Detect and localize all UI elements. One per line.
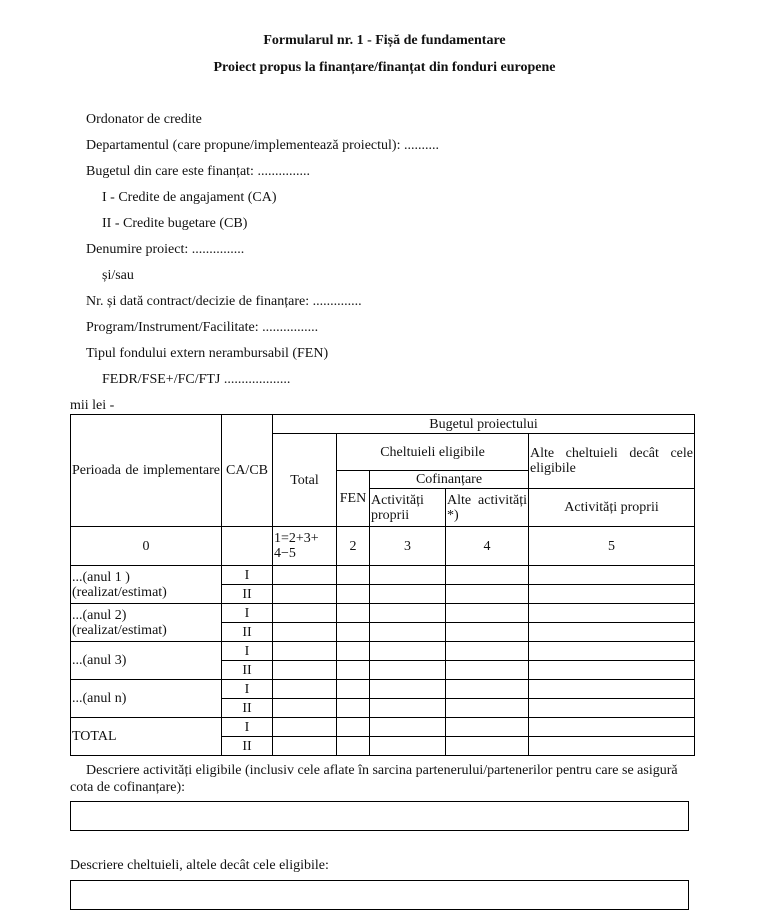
- field-si-sau: și/sau: [102, 268, 134, 283]
- table-cell: [446, 699, 529, 718]
- table-cell: [446, 604, 529, 623]
- header-bugetul-proiectului: Bugetul proiectului: [273, 415, 695, 434]
- table-cell: [446, 623, 529, 642]
- row-label-anul-3: ...(anul 3): [71, 642, 222, 680]
- field-denumire-proiect: Denumire proiect: ...............: [86, 242, 245, 257]
- table-cell: [446, 642, 529, 661]
- form-title: Formularul nr. 1 - Fișă de fundamentare: [263, 33, 506, 48]
- description-eligible-box[interactable]: [70, 801, 689, 831]
- row-type-ca: I: [222, 718, 273, 737]
- row-type-cb: II: [222, 585, 273, 604]
- col-index-0: 0: [71, 527, 222, 566]
- table-cell: [273, 642, 337, 661]
- table-cell: [273, 661, 337, 680]
- table-cell: [529, 737, 695, 756]
- form-subtitle: Proiect propus la finanțare/finanțat din fonduri europene: [213, 60, 556, 75]
- table-cell: [529, 642, 695, 661]
- header-ca-cb: CA/CB: [222, 415, 273, 527]
- col-index-4: 4: [446, 527, 529, 566]
- table-cell: [446, 737, 529, 756]
- col-index-1: 1=2+3+ 4−5: [273, 527, 337, 566]
- col-index-empty: [222, 527, 273, 566]
- row-type-ca: I: [222, 566, 273, 585]
- table-cell: [337, 718, 370, 737]
- description-other-box[interactable]: [70, 880, 689, 910]
- field-ordonator: Ordonator de credite: [86, 112, 202, 127]
- field-buget: Bugetul din care este finanțat: ...............: [86, 164, 310, 179]
- table-cell: [446, 680, 529, 699]
- col-index-5: 5: [529, 527, 695, 566]
- row-label-total: TOTAL: [71, 718, 222, 756]
- row-label-anul-1: ...(anul 1 ) (realizat/estimat): [71, 566, 222, 604]
- table-cell: [370, 737, 446, 756]
- table-cell: [370, 566, 446, 585]
- table-cell: [370, 699, 446, 718]
- table-cell: [337, 623, 370, 642]
- row-type-cb: II: [222, 623, 273, 642]
- table-cell: [273, 585, 337, 604]
- table-cell: [337, 661, 370, 680]
- description-other-label: Descriere cheltuieli, altele decât cele eligibile:: [70, 858, 329, 873]
- table-cell: [337, 585, 370, 604]
- row-type-cb: II: [222, 737, 273, 756]
- budget-table: [70, 414, 695, 756]
- table-cell: [337, 699, 370, 718]
- table-cell: [370, 585, 446, 604]
- col-index-3: 3: [370, 527, 446, 566]
- table-cell: [446, 566, 529, 585]
- table-cell: [273, 737, 337, 756]
- table-cell: [529, 661, 695, 680]
- table-cell: [529, 585, 695, 604]
- table-cell: [337, 604, 370, 623]
- field-credite-bugetare: II - Credite bugetare (CB): [102, 216, 248, 231]
- field-fond-list: FEDR/FSE+/FC/FTJ ...................: [102, 372, 291, 387]
- table-cell: [273, 699, 337, 718]
- row-type-cb: II: [222, 661, 273, 680]
- table-cell: [337, 680, 370, 699]
- table-cell: [370, 642, 446, 661]
- header-cheltuieli-eligibile: Cheltuieli eligibile: [337, 434, 529, 471]
- field-departament: Departamentul (care propune/implementează proiectul): ..........: [86, 138, 439, 153]
- description-eligible-label: Descriere activități eligibile (inclusiv cele aflate în sarcina partenerului/partenerilor pentru care se asigură cota de cofinanțare):: [70, 763, 678, 795]
- table-cell: [273, 604, 337, 623]
- table-cell: [529, 566, 695, 585]
- table-cell: [370, 661, 446, 680]
- field-contract: Nr. și dată contract/decizie de finanțare: ..............: [86, 294, 362, 309]
- row-type-cb: II: [222, 699, 273, 718]
- field-program: Program/Instrument/Facilitate: ................: [86, 320, 319, 335]
- table-cell: [370, 623, 446, 642]
- unit-label: mii lei -: [70, 398, 115, 413]
- table-cell: [273, 623, 337, 642]
- table-cell: [370, 680, 446, 699]
- row-type-ca: I: [222, 680, 273, 699]
- table-cell: [273, 566, 337, 585]
- table-cell: [529, 623, 695, 642]
- field-tip-fond: Tipul fondului extern nerambursabil (FEN): [86, 346, 329, 361]
- header-fen: FEN: [337, 471, 370, 527]
- table-cell: [370, 718, 446, 737]
- col-index-2: 2: [337, 527, 370, 566]
- header-alte-activitati: Alte activități *): [446, 489, 529, 527]
- header-activitati: Activități proprii: [370, 489, 446, 527]
- table-cell: [529, 699, 695, 718]
- row-label-anul-n: ...(anul n): [71, 680, 222, 718]
- table-cell: [337, 642, 370, 661]
- table-cell: [529, 604, 695, 623]
- table-cell: [529, 718, 695, 737]
- table-cell: [446, 585, 529, 604]
- table-cell: [446, 718, 529, 737]
- header-perioada: Perioada de implementare: [71, 415, 222, 527]
- header-activitati-proprii: Activități proprii: [529, 489, 695, 527]
- table-cell: [273, 718, 337, 737]
- header-alte-cheltuieli: Alte cheltuieli decât cele eligibile: [529, 434, 695, 489]
- header-cofinantare: Cofinanțare: [370, 471, 529, 489]
- table-cell: [337, 566, 370, 585]
- table-cell: [337, 737, 370, 756]
- row-type-ca: I: [222, 642, 273, 661]
- table-cell: [370, 604, 446, 623]
- table-cell: [529, 680, 695, 699]
- field-credite-angajament: I - Credite de angajament (CA): [102, 190, 277, 205]
- header-total: Total: [273, 434, 337, 527]
- table-cell: [273, 680, 337, 699]
- row-label-anul-2: ...(anul 2) (realizat/estimat): [71, 604, 222, 642]
- table-cell: [446, 661, 529, 680]
- row-type-ca: I: [222, 604, 273, 623]
